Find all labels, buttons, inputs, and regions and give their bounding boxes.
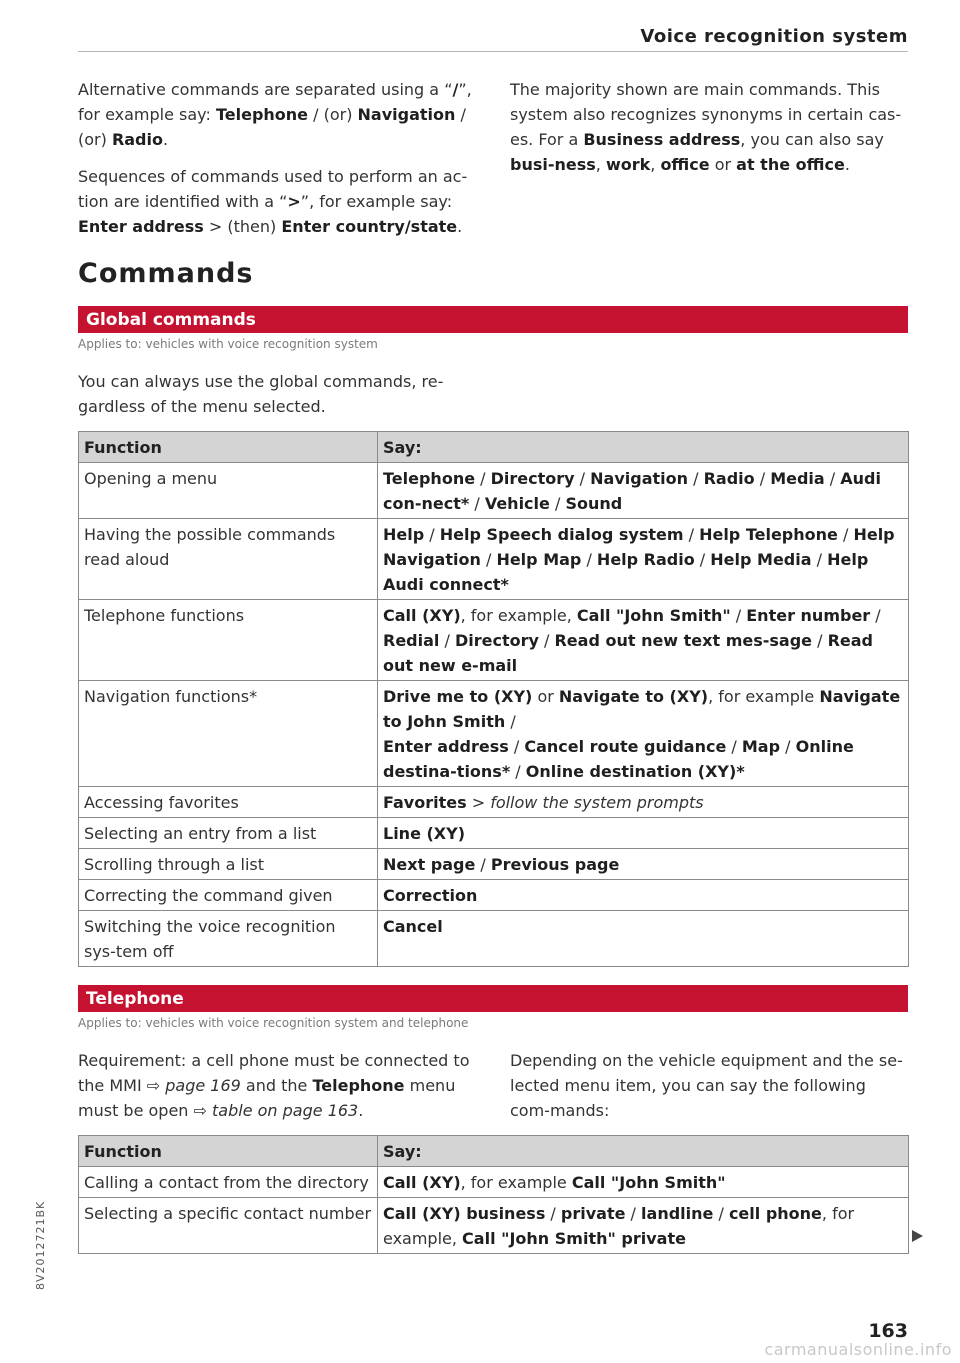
function-cell: Correcting the command given	[79, 880, 378, 911]
say-cell: Call (XY), for example Call "John Smith"	[378, 1167, 909, 1198]
table-row	[79, 1167, 909, 1198]
say-cell: Cancel	[378, 911, 909, 967]
function-cell: Scrolling through a list	[79, 849, 378, 880]
table-row	[79, 681, 909, 787]
header-function: Function	[79, 1136, 378, 1167]
table-row	[79, 463, 909, 519]
function-cell: Opening a menu	[79, 463, 378, 519]
telephone-table-wrap	[78, 1135, 909, 1254]
function-cell: Having the possible commands read aloud	[79, 519, 378, 600]
global-commands-table	[78, 431, 909, 967]
function-cell: Accessing favorites	[79, 787, 378, 818]
global-applies-note: Applies to: vehicles with voice recognition system	[78, 337, 378, 351]
table-row	[79, 600, 909, 681]
intro-paragraph-synonyms: The majority shown are main commands. This system also recognizes synonyms in certain cas-es. For a Business address, you can also say busi-ness, work, office or at the office.	[510, 80, 902, 174]
global-table-body	[79, 463, 909, 967]
global-commands-bar: Global commands	[78, 306, 908, 333]
telephone-requirement-text: Requirement: a cell phone must be connected to the MMI ⇨ page 169 and the Telephone menu must be open ⇨ table on page 163.	[78, 1051, 470, 1120]
table-header-row	[79, 1136, 909, 1167]
telephone-bar: Telephone	[78, 985, 908, 1012]
function-cell: Calling a contact from the directory	[79, 1167, 378, 1198]
say-cell: Favorites > follow the system prompts	[378, 787, 909, 818]
function-cell: Selecting an entry from a list	[79, 818, 378, 849]
header-rule	[78, 51, 908, 52]
header-say: Say:	[378, 1136, 909, 1167]
function-cell: Selecting a specific contact number	[79, 1198, 378, 1254]
commands-heading: Commands	[78, 258, 254, 289]
telephone-left-column	[78, 1048, 483, 1123]
table-row	[79, 519, 909, 600]
say-cell: Help / Help Speech dialog system / Help Telephone / Help Navigation / Help Map / Help Radio / Help Media / Help Audi connect*	[378, 519, 909, 600]
page-number: 163	[868, 1320, 908, 1342]
table-header-row	[79, 432, 909, 463]
say-cell: Call (XY) business / private / landline / cell phone, for example, Call "John Smith" private	[378, 1198, 909, 1254]
table-row	[79, 880, 909, 911]
say-cell: Call (XY), for example, Call "John Smith" / Enter number / Redial / Directory / Read out new text mes-sage / Read out new e-mail	[378, 600, 909, 681]
telephone-applies-note: Applies to: vehicles with voice recognition system and telephone	[78, 1016, 469, 1030]
running-header-title: Voice recognition system	[640, 26, 908, 47]
global-intro-text: You can always use the global commands, re-gardless of the menu selected.	[78, 372, 444, 416]
global-commands-table-wrap	[78, 431, 909, 967]
header-function: Function	[79, 432, 378, 463]
table-row	[79, 911, 909, 967]
intro-right-column	[510, 77, 910, 177]
say-cell: Telephone / Directory / Navigation / Radio / Media / Audi con-nect* / Vehicle / Sound	[378, 463, 909, 519]
header-say: Say:	[378, 432, 909, 463]
say-cell: Correction	[378, 880, 909, 911]
watermark: carmanualsonline.info	[764, 1340, 952, 1359]
say-cell: Drive me to (XY) or Navigate to (XY), for example Navigate to John Smith / Enter address / Cancel route guidance / Map / Online destina-tions* / Online destination (XY)*	[378, 681, 909, 787]
intro-left-column	[78, 77, 473, 239]
side-document-code: 8V2012721BK	[34, 1200, 47, 1290]
telephone-table-body	[79, 1167, 909, 1254]
intro-paragraph-alternatives: Alternative commands are separated using a “/”, for example say: Telephone / (or) Navigation / (or) Radio.	[78, 80, 472, 149]
telephone-commands-table	[78, 1135, 909, 1254]
function-cell: Switching the voice recognition sys-tem off	[79, 911, 378, 967]
telephone-right-text: Depending on the vehicle equipment and the se-lected menu item, you can say the following com-mands:	[510, 1051, 903, 1120]
function-cell: Telephone functions	[79, 600, 378, 681]
continue-arrow-icon	[912, 1230, 923, 1242]
table-row	[79, 818, 909, 849]
say-cell: Next page / Previous page	[378, 849, 909, 880]
say-cell: Line (XY)	[378, 818, 909, 849]
table-row	[79, 849, 909, 880]
function-cell: Navigation functions*	[79, 681, 378, 787]
intro-paragraph-sequences: Sequences of commands used to perform an ac-tion are identified with a “>”, for example say: Enter address > (then) Enter country/state.	[78, 167, 468, 236]
table-row	[79, 1198, 909, 1254]
table-row	[79, 787, 909, 818]
